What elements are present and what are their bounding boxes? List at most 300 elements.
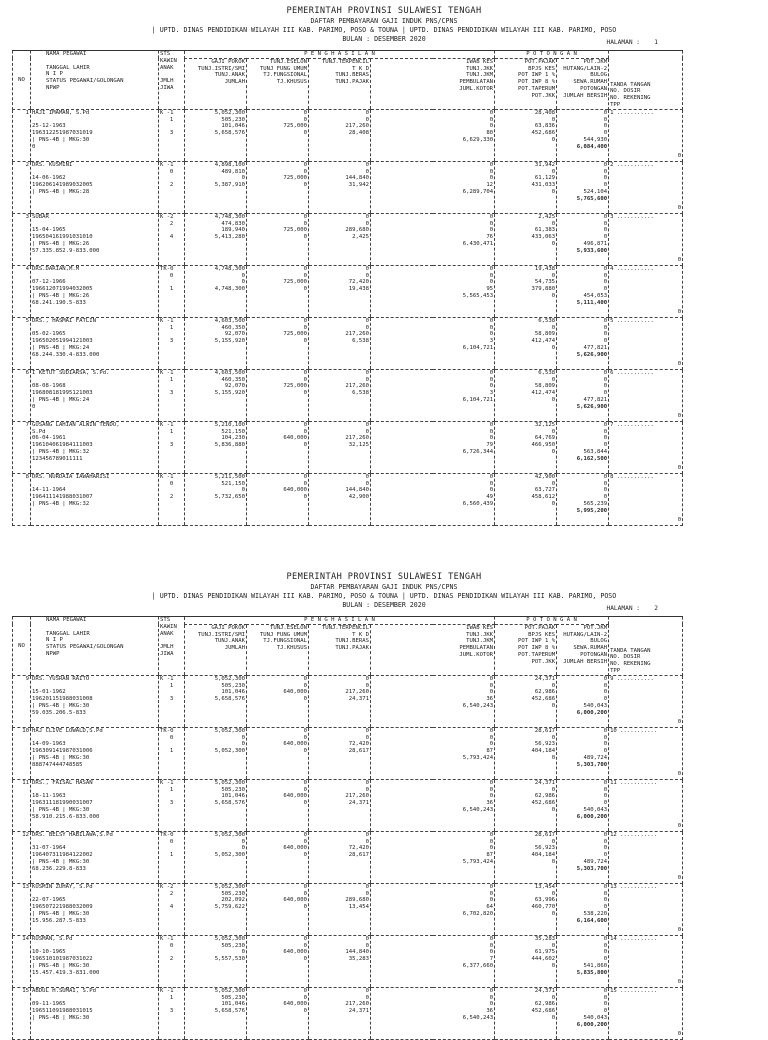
cell-value: 0 [603,168,608,175]
cell-value: 0 [241,838,245,845]
cell-value: 6,540,243 [462,806,494,813]
marital-line: 4 [169,234,174,241]
employee-detail: 196206141989032005 [32,182,93,189]
report-page [0,6,768,523]
marital-line [160,279,183,286]
signature-number: 15 [610,987,617,994]
cell-gaji [185,883,247,935]
cell-value: 36 [486,800,494,807]
employee-detail [32,508,157,515]
cell-value: 0 [603,890,608,897]
cell-jkm [557,883,609,935]
cell-value: 5,155,920 [214,390,245,397]
col-gaji-line: TUNJ.ISTRI/SMI [197,631,245,638]
cell-value: 0 [489,1001,494,1008]
table-row [13,883,683,935]
cell-value: 0 [489,324,494,331]
col-gaji-line: TUNJ.ISTRI/SMI [197,65,245,72]
col-sts-line: JMLH [160,644,174,651]
marital-line: 3 [169,130,174,137]
cell-terp [309,987,371,1039]
signature-number: 9 [610,675,614,682]
cell-gaji [185,675,247,727]
cell-value: 0 [603,213,608,220]
col-gaji [185,624,247,675]
report-subtitle: DAFTAR PEMBAYARAN GAJI INDUK PNS/CPNS [310,583,458,591]
cell-value: 32,125 [534,421,556,428]
cell-pot [495,109,557,161]
cell-value: 2,425 [538,213,556,220]
cell-value: 36 [486,1008,494,1015]
report-office: | UPTD. DINAS PENDIDIKAN WILAYAH III KAB. PARIMO, POSO & TOUNA | UPTD. DINAS PENDIDIKAN WILAYAH III KAB. PARIMO, POSO [151,26,617,34]
report-header [0,572,768,610]
cell-value: 0 [551,1014,556,1021]
cell-value: 505,230 [221,890,245,897]
cell-iur [371,675,495,727]
cell-value: 0 [603,696,608,703]
cell-value: 0 [603,383,608,390]
cell-value: 0 [365,838,369,845]
col-potjkm-line: JUMLAH BERSIH [563,658,608,665]
col-potongan: P O T O N G A N [495,617,609,625]
cell-value: 0 [603,852,608,859]
cell-value: 6,104,721 [462,344,494,351]
cell-value [496,144,555,151]
cell-value: 0 [489,331,494,338]
employee-detail [32,481,157,488]
cell-value: 538,220 [583,910,608,917]
marital-line [160,175,183,182]
cell-value: 0 [365,324,369,331]
col-gaji-line: GAJI POKOK [211,58,245,65]
cell-value: 544,930 [583,136,608,143]
col-iuran-line: TUNJ.JKK [466,65,494,72]
employee-detail: 08-08-1968 [32,383,66,390]
cell-value: 0 [551,220,556,227]
employee-name: ABDUL H.SUMAI, S.Pd [32,987,96,994]
cell-value: 217,260 [345,1001,369,1008]
cell-value: 61,383 [534,227,556,234]
cell-value: 0 [489,935,494,942]
employee-detail [32,169,157,176]
cell-value: 0 [303,473,307,480]
cell-value: 0 [303,494,307,501]
cell-value: 0 [551,272,556,279]
table-row [13,473,683,525]
cell-pot [495,675,557,727]
cell-value: 0 [303,324,307,331]
cell-value [496,404,555,411]
col-ttd-line: NO. REKENING [610,95,651,102]
employee-info [31,987,159,1039]
col-sts-line: JMLH [160,78,174,85]
cell-value: 725,000 [283,279,307,286]
cell-value: 431,033 [531,182,556,189]
cell-value: 0 [241,741,245,748]
signature-line: ........... [613,369,654,376]
employee-info [31,675,159,727]
cell-iur [371,935,495,987]
cell-terp [309,779,371,831]
employee-detail: 25-12-1963 [32,123,66,130]
report-title: PEMERINTAH PROVINSI SULAWESI TENGAH [286,6,482,16]
col-potongan: P O T O N G A N [495,51,609,59]
col-gaji-line: TUNJ.ANAK [214,72,245,79]
cell-value: 0 [303,234,307,241]
cell-eselon [247,675,309,727]
employee-detail: 68.244.330.4-833.000 [32,351,100,358]
cell-value: 0 [489,473,494,480]
cell-value: 0 [489,831,494,838]
cell-value: 63,727 [534,487,556,494]
table-row [13,675,683,727]
cell-terp [309,727,371,779]
col-terpencil-line: TUNJ.TERPENCIL [321,624,369,631]
cell-value: 5,155,920 [214,338,245,345]
tpp-value: 0 [677,718,682,725]
marital-line: 2 [169,182,174,189]
employee-detail: 196311181990031007 [32,800,93,807]
report-month: BULAN : DESEMBER 2020 [342,35,426,43]
employee-name: I KETUT SUDIARSA, S.Pd. [32,369,110,376]
col-sts-line: KAWIN [160,57,177,64]
cell-value: 6,289,704 [462,188,494,195]
cell-pot [495,727,557,779]
cell-value: 0 [365,369,369,376]
signature-cell [609,265,683,317]
tpp-value: 0 [677,770,682,777]
col-eselon-line: TJ.FUNGSIONAL [263,638,307,645]
cell-eselon [247,935,309,987]
row-number: 10 [13,727,31,779]
cell-value [496,866,555,873]
cell-value: 0 [241,845,245,852]
signature-number: 2 [610,161,614,168]
col-potjkm [557,58,609,109]
cell-value: 0 [603,272,608,279]
col-penghasilan: P E N G H A S I L A N [185,51,495,59]
cell-value: 5,793,424 [462,858,494,865]
cell-value: 0 [303,734,307,741]
cell-value: 0 [303,369,307,376]
col-potjkm-line: BULOG [590,638,608,645]
cell-gaji [185,473,247,525]
cell-value: 0 [603,338,608,345]
col-iuran [371,624,495,675]
marital-line [160,227,183,234]
signature-cell [609,161,683,213]
marital-line: K -1 [160,161,174,168]
cell-value: 0 [365,987,369,994]
marital-line: K -1 [160,109,174,116]
cell-value: 0 [365,220,369,227]
col-potjkm-line: POTONGAN [580,651,608,658]
cell-value: 61,975 [534,949,556,956]
col-potpajak-line: POT IWP 8 % [518,645,556,652]
cell-value: 0 [365,421,369,428]
employee-detail: 68.236.229.8-833 [32,865,86,872]
cell-jkm [557,935,609,987]
cell-value: 6,538 [352,390,369,397]
cell-eselon [247,831,309,883]
cell-value: 640,000 [283,487,307,494]
employee-detail: 10-10-1965 [32,949,66,956]
marital-line [160,435,183,442]
marital-line [160,331,183,338]
cell-value: 505,230 [221,786,245,793]
cell-value: 0 [303,838,307,845]
cell-value: 0 [551,890,556,897]
cell-value: 640,000 [283,435,307,442]
marital-line: TK-0 [160,265,174,272]
cell-value: 0 [303,883,307,890]
col-eselon [247,624,309,675]
cell-value: 35,283 [534,935,556,942]
cell-pot [495,161,557,213]
cell-value: 640,000 [283,1001,307,1008]
cell-value: 4,898,100 [214,161,245,168]
employee-detail: 196104061984111003 [32,442,93,449]
signature-number: 3 [610,213,614,220]
signature-line: ........... [613,213,654,220]
cell-value [496,970,555,977]
cell-value: 0 [365,994,369,1001]
cell-value: 0 [489,369,494,376]
employee-info [31,265,159,317]
col-terpencil-line: TUNJ.BERAS [335,638,369,645]
cell-value: 505,230 [221,116,245,123]
cell-value: 0 [365,935,369,942]
cell-value: 28,617 [534,831,556,838]
cell-value: 0 [603,956,608,963]
cell-jkm [557,369,609,421]
employee-detail [32,683,157,690]
employee-name: DRS. YUSRAN RAITO [32,675,90,682]
cell-value: 79 [486,442,494,449]
cell-terp [309,109,371,161]
cell-value: 433,063 [531,234,556,241]
cell-value: 64,769 [534,435,556,442]
cell-value: 0 [489,987,494,994]
cell-value: 0 [241,272,245,279]
cell-value: 6,162,500 [576,455,608,462]
cell-value: 0 [603,182,608,189]
col-iuran-line: JUML.KOTOR [459,85,494,92]
cell-value: 0 [603,428,608,435]
cell-value: 3 [489,338,494,345]
col-potpajak-line: POT.PAJAK [524,624,556,631]
marital-line: K -1 [160,421,174,428]
cell-value: 6,000,200 [576,813,608,820]
cell-value: 0 [303,168,307,175]
col-potpajak-line: POT.JKK [531,658,556,665]
cell-gaji [185,779,247,831]
cell-value: 42,900 [348,494,369,501]
col-nama-line: N I P [46,71,63,78]
employee-detail: 15.457.419.3-831.000 [32,969,100,976]
cell-value: 725,000 [283,175,307,182]
cell-value: 0 [303,935,307,942]
employee-detail: 68.241.190.5-833 [32,299,86,306]
cell-iur [371,213,495,265]
employee-detail [32,995,157,1002]
cell-value: 0 [603,494,608,501]
marital-status [159,935,185,987]
employee-detail [32,196,157,203]
employee-detail: 15-04-1965 [32,227,66,234]
col-sts-line: ANAK [160,64,174,71]
marital-line [160,897,183,904]
cell-value: 0 [303,994,307,1001]
cell-value: 56,923 [534,845,556,852]
cell-iur [371,421,495,473]
cell-eselon [247,213,309,265]
cell-value: 62,986 [534,793,556,800]
cell-value: 0 [551,806,556,813]
signature-line: ........... [613,265,654,272]
cell-value: 217,260 [345,331,369,338]
marital-line: 1 [169,324,174,331]
cell-value: 5,836,880 [214,442,245,449]
cell-value: 0 [603,376,608,383]
employee-detail: 888747444748585 [32,761,83,768]
cell-value: 0 [489,220,494,227]
cell-value: 524,104 [583,188,608,195]
cell-terp [309,265,371,317]
cell-gaji [185,265,247,317]
cell-value: 640,000 [283,689,307,696]
cell-value: 379,880 [531,286,556,293]
cell-value: 5,413,280 [214,234,245,241]
cell-value: 458,612 [531,494,556,501]
cell-pot [495,935,557,987]
cell-value: 289,680 [345,227,369,234]
cell-value: 0 [603,734,608,741]
employee-detail: | PNS-4B | MKG:30 [32,702,90,709]
marital-line: 1 [169,116,174,123]
cell-value: 540,043 [583,806,608,813]
col-nama-line: STATUS PEGAWAI/GOLONGAN [46,644,124,651]
cell-value: 489,724 [583,754,608,761]
employee-info [31,883,159,935]
cell-value: 0 [489,317,494,324]
table-row [13,213,683,265]
employee-detail: 196510101987031022 [32,956,93,963]
halaman-label: HALAMAN : [606,39,640,46]
cell-value [496,248,555,255]
cell-value: 0 [551,396,556,403]
col-sts [159,51,185,110]
employee-detail: 0 [32,143,36,150]
cell-value: 0 [303,748,307,755]
employee-detail: 196309141987031006 [32,748,93,755]
col-nama-line: NPWP [46,650,60,657]
col-eselon-line: TJ.KHUSUS [276,79,307,86]
tpp-value: 0 [677,360,682,367]
cell-value [496,918,555,925]
cell-value: 0 [365,480,369,487]
signature-number: 1 [610,109,614,116]
cell-value: 444,602 [531,956,556,963]
signature-line: ........... [616,779,658,786]
cell-value: 0 [489,897,494,904]
cell-iur [371,473,495,525]
cell-value: 541,860 [583,962,608,969]
employee-name: KUSMIN ZUHAY, S.Pd [32,883,93,890]
cell-eselon [247,421,309,473]
cell-value: 202,092 [221,897,245,904]
cell-value: 0 [603,331,608,338]
employee-detail: | PNS-4B | MKG:30 [32,910,90,917]
cell-value: 0 [603,220,608,227]
employee-detail: 196201151988031008 [32,696,93,703]
cell-value: 6,540,243 [462,702,494,709]
cell-value [496,508,555,515]
cell-value: 217,260 [345,793,369,800]
cell-jkm [557,675,609,727]
cell-jkm [557,213,609,265]
cell-value: 0 [365,272,369,279]
cell-value: 0 [303,220,307,227]
col-gaji-line: JUMLAH [224,79,245,86]
cell-value: 0 [489,175,494,182]
col-ttd [609,617,683,676]
cell-value: 6,538 [538,369,556,376]
signature-cell [609,369,683,421]
cell-jkm [557,727,609,779]
cell-value: 0 [489,883,494,890]
cell-value [496,1022,555,1029]
employee-detail: 14-06-1962 [32,175,66,182]
cell-value: 640,000 [283,949,307,956]
report-subtitle: DAFTAR PEMBAYARAN GAJI INDUK PNS/CPNS [310,17,458,25]
report-month: BULAN : DESEMBER 2020 [342,601,426,609]
signature-line: ........... [613,675,654,682]
signature-cell [609,779,683,831]
cell-value: 6,104,721 [462,396,494,403]
col-potpajak-line: POT.PAJAK [524,58,556,65]
marital-line [160,487,183,494]
cell-value: 0 [551,942,556,949]
cell-value: 2,425 [352,234,369,241]
cell-terp [309,935,371,987]
cell-value: 64 [486,904,494,911]
cell-iur [371,987,495,1039]
cell-value: 404,184 [531,852,556,859]
cell-value: 6,702,820 [462,910,494,917]
cell-value: 24,371 [348,696,369,703]
cell-value: 496,871 [583,240,608,247]
employee-name: GUSANG LAHIAN ALWIN TENDO, [32,421,120,428]
cell-value: 5,111,400 [576,299,608,306]
cell-value: 0 [365,376,369,383]
cell-value: 563,844 [583,448,608,455]
cell-value: 6,164,600 [576,917,608,924]
cell-value: 31,942 [348,182,369,189]
col-penghasilan: P E N G H A S I L A N [185,617,495,625]
marital-line: TK-0 [160,727,174,734]
cell-value: 0 [603,227,608,234]
cell-value: 460,350 [221,376,245,383]
cell-value: 0 [303,682,307,689]
cell-value: 63,996 [534,897,556,904]
col-potjkm-line: POTONGAN [580,85,608,92]
cell-value: 0 [603,800,608,807]
table-row [13,109,683,161]
employee-info [31,727,159,779]
cell-value: 0 [303,727,307,734]
marital-status [159,987,185,1039]
